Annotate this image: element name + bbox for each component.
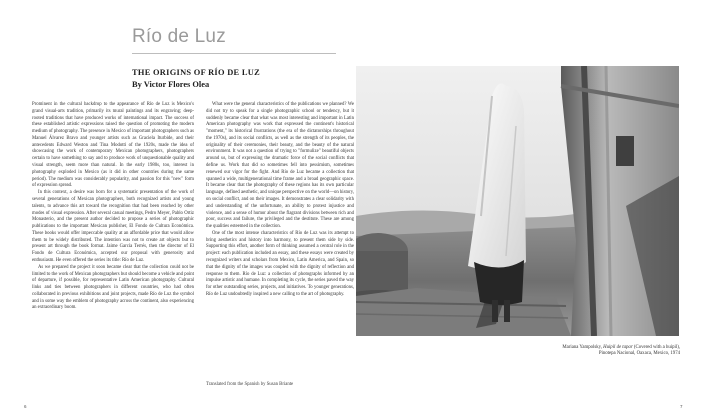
article-title: THE ORIGINS OF RÍO DE LUZ: [132, 68, 260, 77]
title-rule: [132, 53, 336, 54]
article-byline: By Victor Flores Olea: [132, 80, 210, 89]
text-column-right: [206, 102, 354, 299]
page-number-right: 7: [680, 404, 683, 409]
translator-note: Translated from the Spanish by Susan Briante: [206, 382, 294, 387]
caption-location: Pinotepa Nacional, Oaxaca, Mexico, 1974: [598, 351, 680, 357]
page-number-left: 6: [24, 404, 27, 409]
caption-work-translation: (Covered with a huipil),: [633, 345, 680, 350]
paragraph: One of the most intense characteristics of Río de Luz was its attempt to bring aesthetics and history into harmony, to present them side by side. Supporting this effort, another form of thinking assumed a central role in the project: each publication included an essay, and these essays were created by recognized writers and scholars from Mexico, Latin America, and Spain, so that the dignity of the images was coupled with the dignity of reflection and response to them. Río de Luz: a collection of photographs informed by an impulse artistic and humane. In completing its cycle, the series paved the way for other outstanding series, projects, and initiatives. To younger generations, Río de Luz undoubtedly inspired a new calling to the art of photography.: [206, 230, 354, 297]
paragraph: As we prepared the project it soon became clear that the collection could not be limited to the work of Mexican photographers but should become a vehicle and point of departure, if possible, for representative Latin American photography. Cultural links and ties between photographers in different countries, who had often collaborated in previous exhibitions and joint projects, made Río de Luz the symbol and in some way the emblem of photography across the continent, also experiencing an extraordinary boom.: [32, 264, 194, 311]
paragraph: Prominent in the cultural backdrop to the appearance of Río de Luz is Mexico's grand visual-arts tradition, primarily its mural paintings and its engraving; deep-rooted traditions that have produced works of international impact. The success of these established artistic expressions raised the question of promoting the modern medium of photography. The presence in Mexico of important photographers such as Manuel Álvarez Bravo and younger artists such as Graciela Iturbide, and their antecedents Edward Weston and Tina Modotti of the 1920s, made the idea of showcasing the work of contemporary Mexican photographers, photographers certain to have something to say and to produce work of unquestionable quality and visual strength, seem more than natural. In the early 1980s, too, interest in photography exploded in Mexico (as it did in other countries during the same period). The medium was considerably popularity, and passion for this "new" form of expression spread.: [32, 102, 194, 189]
text-column-left: [32, 102, 194, 312]
paragraph: In this context, a desire was born for a systematic presentation of the work of several generations of Mexican photographers, both recognized artists and young talents, to advance this art toward the recognition that had been reached by other modes of visual expression. After several casual meetings, Pedro Meyer, Pablo Ortiz Monasterio, and the present author decided to propose a series of photographic publications to the important Mexican publisher, El Fondo de Cultura Económica. These books would offer impeccable quality at an affordable price that would allow them to be widely distributed. The intention was not to create art objects but to present art through the book format. Jaime García Terrés, then the director of El Fondo de Cultura Económica, accepted our proposal with generosity and enthusiasm. He even offered the series its title: Río de Luz.: [32, 190, 194, 263]
photograph: [356, 66, 679, 336]
caption-artist: Mariana Yampolsky,: [562, 345, 602, 350]
photo-caption: [490, 345, 680, 358]
caption-work-title: Huipil de tapar: [603, 345, 633, 350]
paragraph: What were the general characteristics of the publications we planned? We did not try to speak for a single photographic school or tendency, but it suddenly became clear that what was most interesting and important in Latin American photography was work that expressed the continent's historical "moment," its historical frustrations (the era of the dictatorships throughout the 1970s), and its social conflicts, as well as the strength of its peoples, the originality of their ceremonies, their beauty, and the beauty of the natural environment. It was not a question of trying to "formulize" beautiful objects around us, but of expressing the dramatic force of the social conflicts that define us. Work that did so sometimes fell into pessimism, sometimes renewed our vigor for the fight. And Río de Luz became a collection that spanned a wide, multigenerational time frame and a broad geographic space. It became clear that the photography of these regions has its own particular language, defined aesthetic, and unique perspective on the world—on history, on social conflict, and on their images. It demonstrates a clear solidarity with and understanding of the unfortunate, an ability to protest injustice and violence, and a sense of humor about the flagrant divisions between rich and poor, success and failure, the privileged and the destitute. These are among the qualities esteemed in the collection.: [206, 102, 354, 230]
section-title: Río de Luz: [132, 26, 226, 47]
photograph-image: [356, 66, 679, 336]
